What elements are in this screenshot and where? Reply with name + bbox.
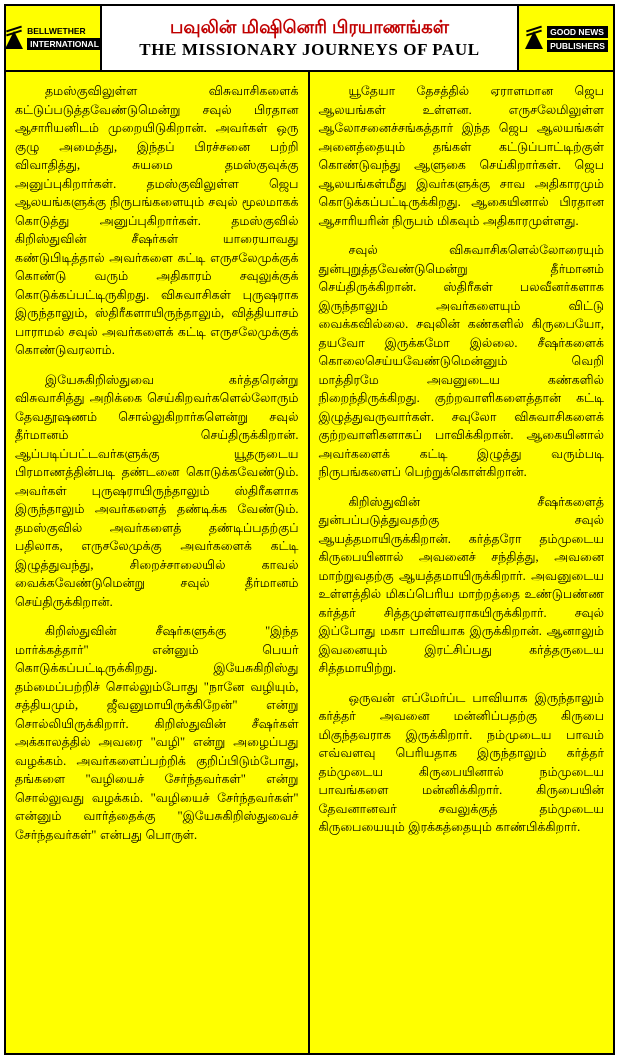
lighthouse-icon xyxy=(524,27,544,49)
paragraph: இயேசுகிறிஸ்துவை கர்த்தரென்று விசுவாசித்து அறிக்கை செய்கிறவர்களெல்லோரும் தேவதூஷணம் சொல்லுகிறார்களென்று சவுல் தீர்மானம் செய்திருக்கிறான். ஆப்படிப்பட்டவர்களுக்கு யூதருடைய பிரமாணத்தின்படி தண்டனை கொடுக்கவேண்டும். அவர்கள் புருஷராயிருந்தாலும் ஸ்திரீகளாக இருந்தாலும் அவர்களைத் தண்டிக்க வேண்டும். தமஸ்குவில் அவர்களைத் தண்டிப்பதற்குப் பதிலாக, எருசலேமுக்கு அவர்களைக் கட்டி இழுத்துவந்து, சிறைச்சாலையில் காவல் வைக்கவேண்டுமென்று சவுல் தீர்மானம் செய்திருக்கிறான். xyxy=(15,372,299,609)
bellwether-logo-line1: BELLWETHER xyxy=(27,26,86,36)
bellwether-logo-line2: INTERNATIONAL xyxy=(27,38,102,50)
paragraph: யூதேயா தேசத்தில் ஏராளமான ஜெப ஆலயங்கள் உள்ளன. எருசலேமிலுள்ள ஆலோசனைச்சங்கத்தார் இந்த ஜெப ஆலயங்கள் அனைத்தையும் தங்கள் கட்டுப்பாட்டிற்குள் கொண்டுவந்து ஆளுகை செய்கிறார்கள். ஜெப ஆலயங்கள்மீது இவர்களுக்கு சாவ அதிகாரமும் கொடுக்கப்பட்டிருக்கிறது. ஆகையினால் பிரதான ஆசாரியரின் நிருபம் மிகவும் அதிகாரமுள்ளது. xyxy=(318,84,604,228)
page-title-tamil: பவுலின் மிஷினெரி பிரயாணங்கள் xyxy=(169,17,450,37)
paragraph: கிறிஸ்துவின் சீஷர்களுக்கு "இந்த மார்க்கத்தார்" என்னும் பெயர் கொடுக்கப்பட்டிருக்கிறது. இயேசுகிறிஸ்து தம்மைப்பற்றிச் சொல்லும்போது "நானே வழியும், சத்தியமும், ஜீவனுமாயிருக்கிறேன்" என்று சொல்லியிருக்கிறார். கிறிஸ்துவின் சீஷர்கள் அக்காலத்தில் அவரை "வழி" என்று அழைப்பது வழக்கம். அவர்களைப்பற்றிக் குறிப்பிடும்போது, தங்களை "வழியைச் சேர்ந்தவர்கள்" என்று சொல்லுவது வழக்கம். "வழியைச் சேர்ந்தவர்கள்" என்னும் வார்த்தைக்கு "இயேசுகிறிஸ்துவைச் சேர்ந்தவர்கள்" என்பது பொருள். xyxy=(15,624,299,842)
body-columns xyxy=(6,72,613,1053)
good-news-publishers-logo xyxy=(517,6,613,70)
paragraph: சவுல் விசுவாசிகளெல்லோரையும் துன்புறுத்தவேண்டுமென்று தீர்மானம் செய்திருக்கிறான். ஸ்திரீகள் பலவீனர்களாக இருந்தாலும் அவர்களையும் விட்டு வைக்கவில்லை. சவுலின் கண்களில் கிருபையோ, தயவோ இருக்கமோ இல்லை. சீஷர்களைக் கொலைசெய்யவேண்டுமென்னும் வெறி மாத்திரமே அவனுடைய கண்களில் நிறைந்திருக்கிறது. குற்றவாளிகளைத்தான் கட்டி இழுத்துவருவார்கள். சவுலோ விசுவாசிகளைக் குற்றவாளிகளாகப் பாவிக்கிறான். ஆகையினால் அவர்களைக் கட்டி இழுத்து வரும்படி நிருபங்களைப் பெற்றுக்கொள்கிறான். xyxy=(318,243,604,479)
good-news-logo-line1: GOOD NEWS xyxy=(547,26,608,38)
lighthouse-icon xyxy=(4,27,24,49)
left-column xyxy=(6,72,310,1053)
page-title xyxy=(102,6,517,70)
bellwether-logo-inner xyxy=(9,26,97,50)
tract-sheet xyxy=(4,4,615,1055)
paragraph: தமஸ்குவிலுள்ள விசுவாசிகளைக் கட்டுப்படுத்தவேண்டுமென்று சவுல் பிரதான ஆசாரியனிடம் முறையிடுகிறான். அவர்கள் ஒரு குழு அமைத்து, இந்தப் பிரச்சனை பற்றி விவாதித்து, சுயமை தமஸ்குவுக்கு அனுப்புகிறார்கள். தமஸ்குவிலுள்ள ஜெப ஆலயங்களுக்கு நிருபங்களையும் சவுல் மூலமாகக் கொடுத்து அனுப்புகிறார்கள். தமஸ்குவில் கிறிஸ்துவின் சீஷர்கள் யாரையாவது கண்டுபிடித்தால் அவர்களை கட்டி எருசலேமுக்குக் கொண்டு வரும் அதிகாரம் சவுலுக்குக் கொடுக்கப்பட்டிருகிறது. விசுவாசிகள் புருஷராக இருந்தாலும், ஸ்திரீகளாயிருந்தாலும், வித்தியாசம் பாராமல் சவுல் அவர்களைக் கட்டி எருசலேமுக்குக் கொண்டுவரலாம். xyxy=(15,84,299,357)
good-news-logo-text xyxy=(547,25,608,52)
page-title-english: THE MISSIONARY JOURNEYS OF PAUL xyxy=(139,40,480,59)
right-column xyxy=(310,72,614,1053)
page-header xyxy=(6,6,613,72)
paragraph: கிறிஸ்துவின் சீஷர்களைத் துன்பப்படுத்துவதற்கு சவுல் ஆயத்தமாயிருக்கிறான். கர்த்தரோ தம்முடைய கிருபையினால் அவனைச் சந்தித்து, அவனை மாற்றுவதற்கு ஆயத்தமாயிருக்கிறார். அவனுடைய உள்ளத்தில் மிகப்பெரிய மாற்றத்தை உண்டுபண்ண கர்த்தர் சித்தமுள்ளவராகயிருக்கிறார். சவுல் இப்போது மகா பாவியாக இருக்கிறான். ஆனாலும் இவனையும் இரட்சிப்பது கர்த்தருடைய சித்தமாயிற்று. xyxy=(318,494,604,675)
good-news-logo-line2: PUBLISHERS xyxy=(547,40,608,52)
bellwether-logo-text xyxy=(27,26,102,50)
bellwether-logo xyxy=(6,6,102,70)
paragraph: ஒருவன் எப்மேர்ப்ட பாவியாக இருந்தாலும் கர்த்தர் அவனை மன்னிப்பதற்கு கிருபை மிகுந்தவராக இருக்கிறார். நம்முடைய பாவம் எவ்வளவு பெரியதாக இருந்தாலும் கர்த்தர் தம்முடைய கிருபையினால் நம்முடைய பாவங்களை மன்னிக்கிறார். கிருபையின் தேவனானவர் சவலுக்குத் தம்முடைய கிருபையையும் இரக்கத்தையும் காண்பிக்கிறார். xyxy=(318,690,604,834)
good-news-logo-inner xyxy=(522,25,610,52)
